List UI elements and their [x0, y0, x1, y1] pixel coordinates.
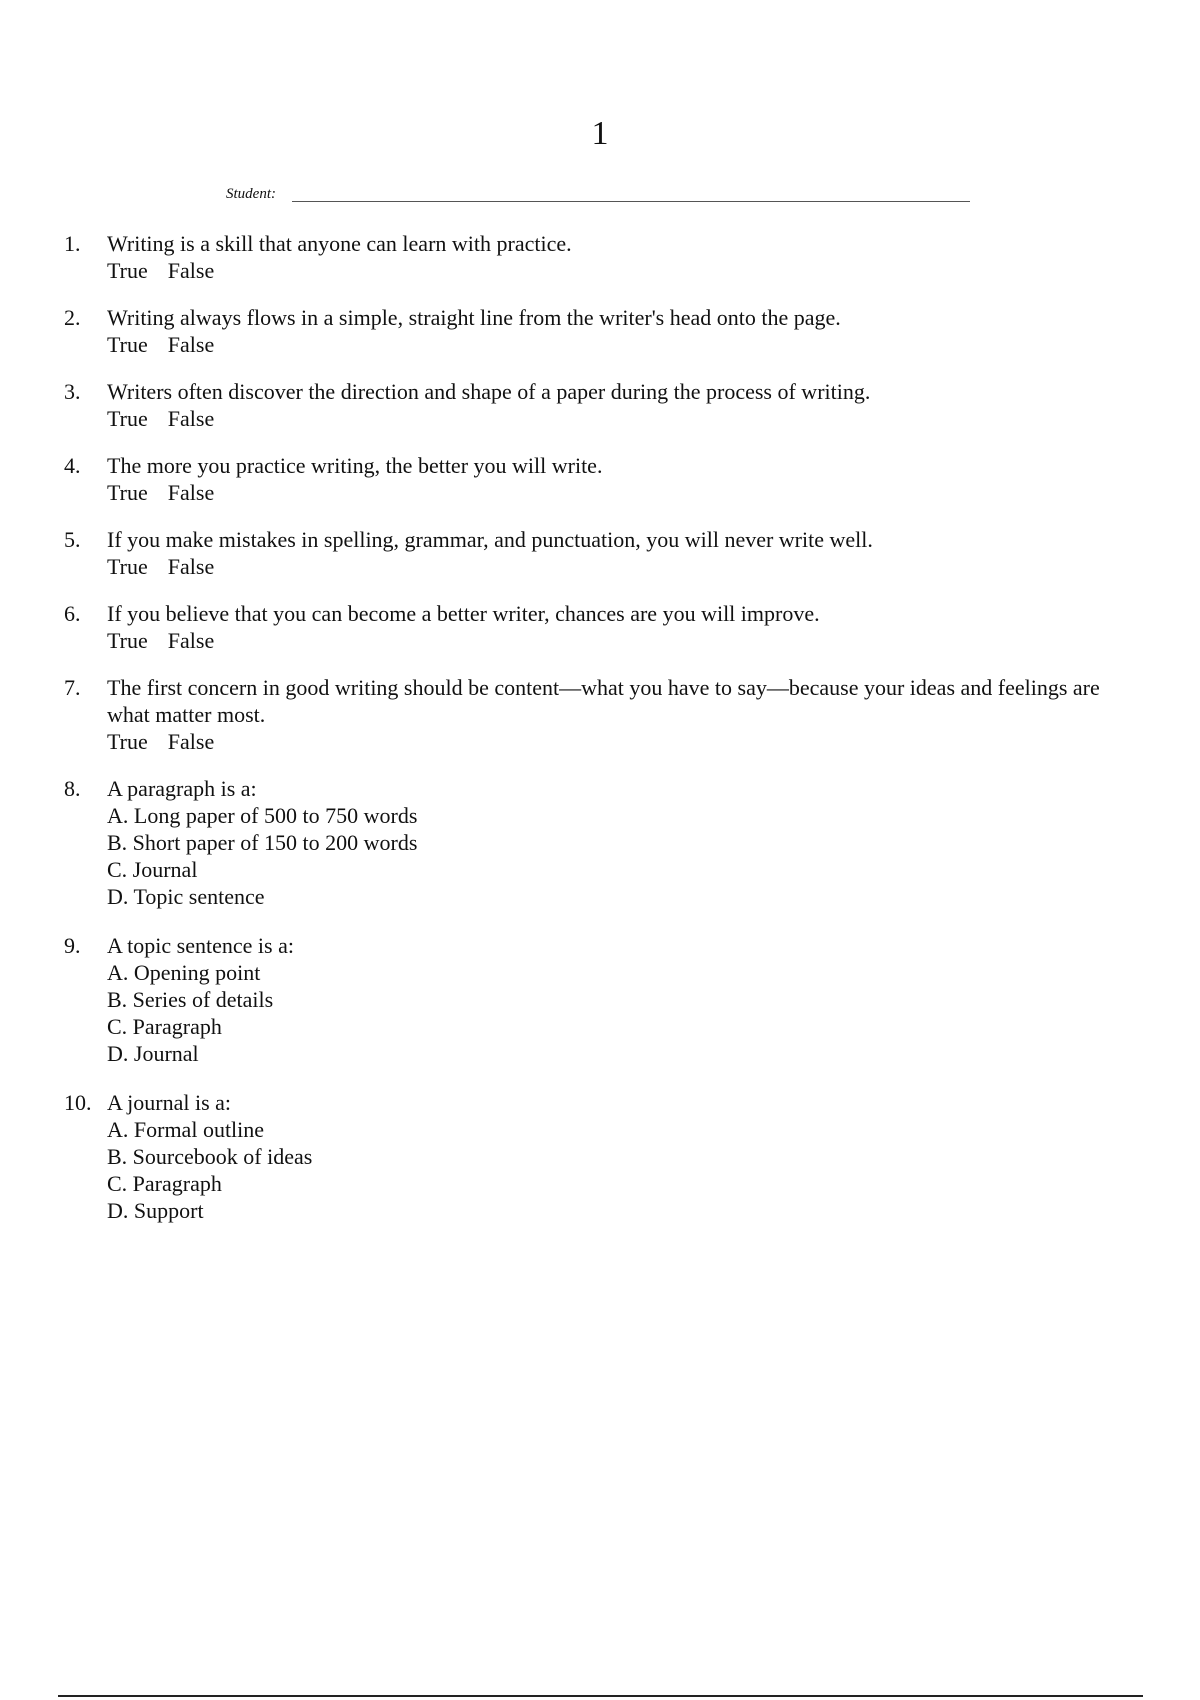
question-number: 6.	[64, 601, 81, 626]
true-false-options	[107, 479, 1124, 506]
option-d[interactable]: D. Support	[107, 1198, 204, 1223]
question-1	[64, 230, 1124, 284]
question-list	[64, 230, 1124, 1244]
question-2	[64, 304, 1124, 358]
true-option[interactable]: True	[107, 554, 148, 579]
question-6	[64, 600, 1124, 654]
question-text: Writers often discover the direction and shape of a paper during the process of writing.	[107, 379, 871, 404]
question-text: If you make mistakes in spelling, grammar, and punctuation, you will never write well.	[107, 527, 873, 552]
question-text: A paragraph is a:	[107, 776, 257, 801]
option-c[interactable]: C. Paragraph	[107, 1171, 222, 1196]
option-a[interactable]: A. Opening point	[107, 960, 261, 985]
question-text: Writing is a skill that anyone can learn with practice.	[107, 231, 572, 256]
false-option[interactable]: False	[167, 258, 215, 283]
true-false-options	[107, 553, 1124, 580]
student-field	[226, 184, 971, 206]
true-false-options	[107, 331, 1124, 358]
false-option[interactable]: False	[167, 480, 215, 505]
question-9	[64, 932, 1124, 1067]
option-b[interactable]: B. Series of details	[107, 987, 274, 1012]
false-option[interactable]: False	[167, 729, 215, 754]
question-text: A journal is a:	[107, 1090, 232, 1115]
option-a[interactable]: A. Formal outline	[107, 1117, 265, 1142]
question-number: 10.	[64, 1090, 92, 1115]
question-text: The more you practice writing, the better you will write.	[107, 453, 603, 478]
true-option[interactable]: True	[107, 729, 148, 754]
true-false-options	[107, 728, 1124, 755]
false-option[interactable]: False	[167, 554, 215, 579]
true-option[interactable]: True	[107, 406, 148, 431]
option-d[interactable]: D. Journal	[107, 1041, 199, 1066]
question-text: If you believe that you can become a better writer, chances are you will improve.	[107, 601, 820, 626]
true-option[interactable]: True	[107, 628, 148, 653]
question-number: 4.	[64, 453, 81, 478]
question-4	[64, 452, 1124, 506]
student-label: Student:	[226, 186, 276, 202]
option-c[interactable]: C. Journal	[107, 857, 198, 882]
student-name-line[interactable]	[292, 201, 970, 202]
option-b[interactable]: B. Short paper of 150 to 200 words	[107, 830, 418, 855]
question-number: 2.	[64, 305, 81, 330]
question-number: 8.	[64, 776, 81, 801]
false-option[interactable]: False	[167, 332, 215, 357]
option-d[interactable]: D. Topic sentence	[107, 884, 265, 909]
true-false-options	[107, 405, 1124, 432]
option-a[interactable]: A. Long paper of 500 to 750 words	[107, 803, 418, 828]
question-10	[64, 1089, 1124, 1224]
true-option[interactable]: True	[107, 480, 148, 505]
false-option[interactable]: False	[167, 628, 215, 653]
true-false-options	[107, 627, 1124, 654]
question-number: 1.	[64, 231, 81, 256]
question-number: 3.	[64, 379, 81, 404]
question-text: A topic sentence is a:	[107, 933, 294, 958]
false-option[interactable]: False	[167, 406, 215, 431]
true-option[interactable]: True	[107, 258, 148, 283]
option-b[interactable]: B. Sourcebook of ideas	[107, 1144, 313, 1169]
option-c[interactable]: C. Paragraph	[107, 1014, 222, 1039]
question-text: The first concern in good writing should be content—what you have to say—because your ideas and feelings are what matter most.	[107, 675, 1100, 727]
true-false-options	[107, 257, 1124, 284]
page-number: 1	[591, 115, 609, 152]
question-number: 7.	[64, 675, 81, 700]
question-5	[64, 526, 1124, 580]
question-text: Writing always flows in a simple, straight line from the writer's head onto the page.	[107, 305, 841, 330]
question-number: 9.	[64, 933, 81, 958]
bottom-rule	[58, 1695, 1143, 1697]
question-number: 5.	[64, 527, 81, 552]
true-option[interactable]: True	[107, 332, 148, 357]
question-8	[64, 775, 1124, 910]
question-7	[64, 674, 1124, 755]
question-3	[64, 378, 1124, 432]
